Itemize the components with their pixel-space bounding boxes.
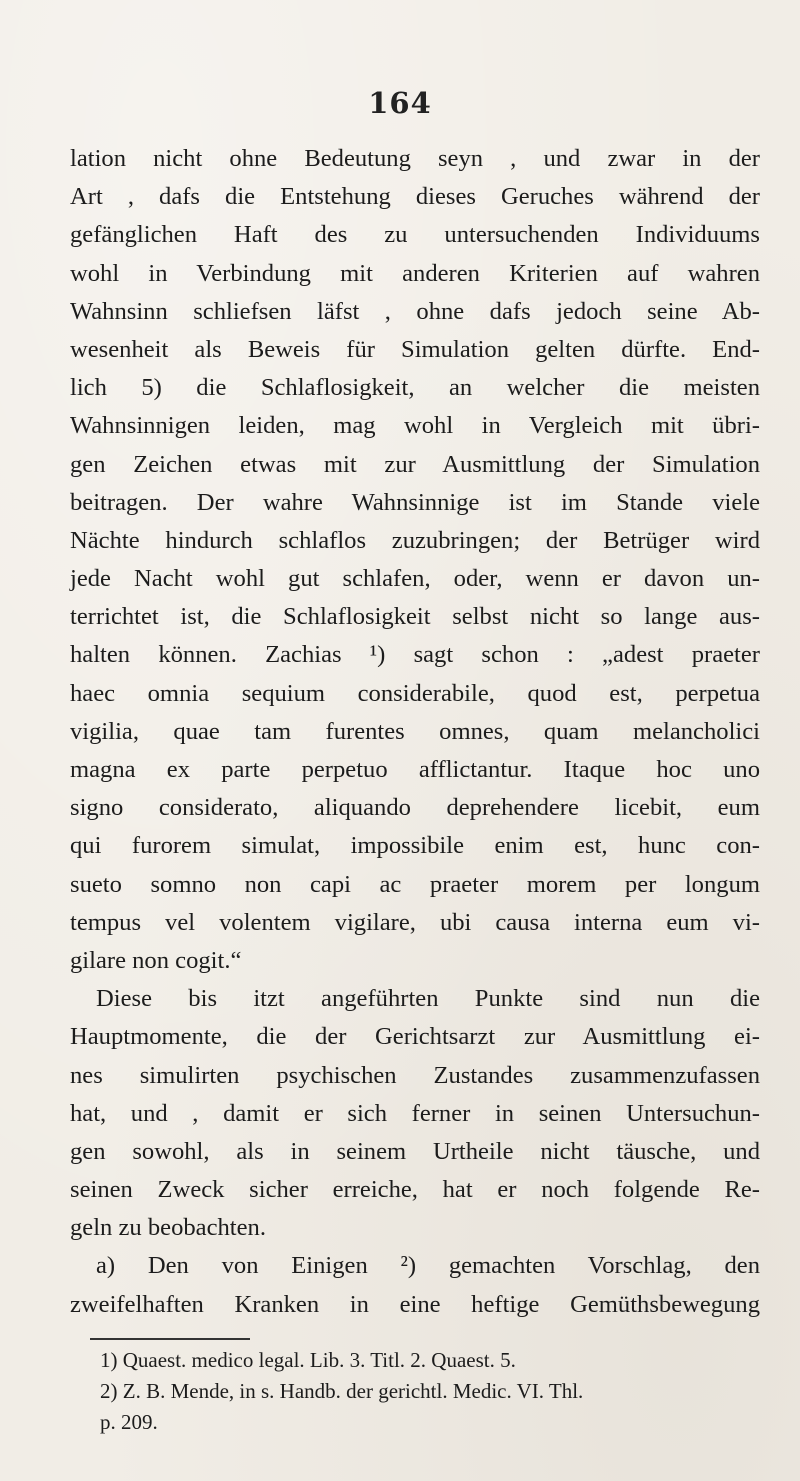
body-text bbox=[70, 140, 760, 1324]
text-line: haec omnia sequium considerabile, quod est, perpetua bbox=[70, 679, 760, 707]
text-line: beitragen. Der wahre Wahnsinnige ist im Stande viele bbox=[70, 488, 760, 516]
text-line: signo considerato, aliquando deprehendere licebit, eum bbox=[70, 794, 760, 822]
text-line: seinen Zweck sicher erreiche, hat er noch folgende Re- bbox=[70, 1176, 760, 1204]
text-line: a) Den von Einigen ²) gemachten Vorschlag, den bbox=[96, 1252, 760, 1280]
footnote-1: 1) Quaest. medico legal. Lib. 3. Titl. 2. Quaest. 5. bbox=[100, 1348, 516, 1372]
text-line: vigilia, quae tam furentes omnes, quam melancholici bbox=[70, 717, 760, 745]
text-line: zweifelhaften Kranken in eine heftige Gemüthsbewegung bbox=[70, 1290, 760, 1318]
text-line: jede Nacht wohl gut schlafen, oder, wenn er davon un- bbox=[70, 565, 760, 593]
text-line: terrichtet ist, die Schlaflosigkeit selbst nicht so lange aus- bbox=[70, 603, 760, 631]
text-line: Art , dafs die Entstehung dieses Geruches während der bbox=[70, 183, 760, 211]
text-line: gen Zeichen etwas mit zur Ausmittlung der Simulation bbox=[70, 450, 760, 478]
text-line: Diese bis itzt angeführten Punkte sind nun die bbox=[96, 985, 760, 1013]
text-line: gen sowohl, als in seinem Urtheile nicht täusche, und bbox=[70, 1137, 760, 1165]
footnote-2-continuation: p. 209. bbox=[100, 1410, 158, 1434]
text-line: gefänglichen Haft des zu untersuchenden Individuums bbox=[70, 221, 760, 249]
text-line: magna ex parte perpetuo afflictantur. Itaque hoc uno bbox=[70, 756, 760, 783]
text-line: Wahnsinnigen leiden, mag wohl in Vergleich mit übri- bbox=[70, 412, 760, 440]
text-line: wohl in Verbindung mit anderen Kriterien auf wahren bbox=[70, 259, 760, 287]
text-line: tempus vel volentem vigilare, ubi causa interna eum vi- bbox=[70, 908, 760, 936]
text-line: nes simulirten psychischen Zustandes zusammenzufassen bbox=[70, 1061, 760, 1089]
text-line: gilare non cogit.“ bbox=[70, 946, 242, 974]
page-number: 164 bbox=[368, 86, 432, 120]
text-line: halten können. Zachias ¹) sagt schon : „adest praeter bbox=[70, 641, 760, 669]
footnote-divider bbox=[90, 1338, 250, 1340]
text-line: wesenheit als Beweis für Simulation gelten dürfte. End- bbox=[70, 335, 760, 363]
footnotes bbox=[100, 1345, 760, 1438]
text-line: lation nicht ohne Bedeutung seyn , und zwar in der bbox=[70, 145, 760, 172]
text-line: hat, und , damit er sich ferner in seinen Untersuchun- bbox=[70, 1099, 760, 1127]
text-line: lich 5) die Schlaflosigkeit, an welcher die meisten bbox=[70, 374, 760, 402]
text-line: sueto somno non capi ac praeter morem per longum bbox=[70, 870, 760, 898]
text-line: Wahnsinn schliefsen läfst , ohne dafs jedoch seine Ab- bbox=[70, 297, 760, 325]
text-line: Nächte hindurch schlaflos zuzubringen; der Betrüger wird bbox=[70, 526, 760, 554]
text-line: geln zu beobachten. bbox=[70, 1214, 266, 1242]
text-line: Hauptmomente, die der Gerichtsarzt zur Ausmittlung ei- bbox=[70, 1023, 760, 1051]
text-line: qui furorem simulat, impossibile enim est, hunc con- bbox=[70, 832, 760, 860]
footnote-2: 2) Z. B. Mende, in s. Handb. der gerichtl. Medic. VI. Thl. bbox=[100, 1379, 584, 1403]
